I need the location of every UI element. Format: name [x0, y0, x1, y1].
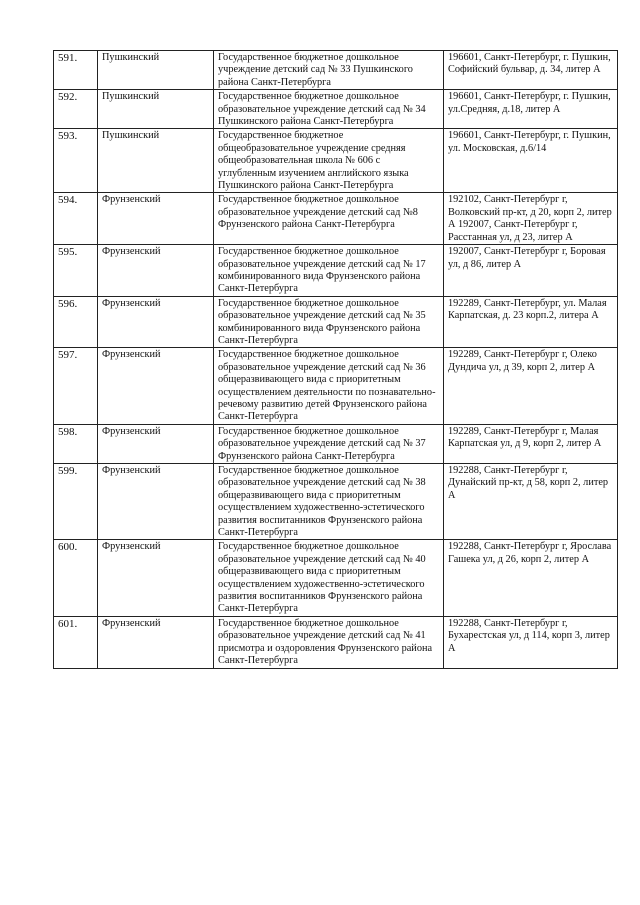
address-cell: 192007, Санкт-Петербург г, Боровая ул, д 86, литер А — [444, 245, 618, 297]
table-row — [54, 193, 618, 245]
address-cell: 192102, Санкт-Петербург г, Волковский пр-кт, д 20, корп 2, литер А 192007, Санкт-Петербург г, Расстанная ул, д 23, литер А — [444, 193, 618, 245]
table-row — [54, 129, 618, 193]
district-cell: Пушкинский — [98, 90, 214, 129]
address-cell: 196601, Санкт-Петербург, г. Пушкин, Софийский бульвар, д. 34, литер А — [444, 51, 618, 90]
district-cell: Пушкинский — [98, 129, 214, 193]
institution-name-cell: Государственное бюджетное дошкольное образовательное учреждение детский сад № 36 общеразвивающего вида с приоритетным осуществлением деятельности по познавательно-речевому развитию детей Фрунзенского района Санкт-Петербурга — [214, 348, 444, 424]
address-cell: 192288, Санкт-Петербург г, Ярослава Гашека ул, д 26, корп 2, литер А — [444, 540, 618, 616]
address-cell: 196601, Санкт-Петербург, г. Пушкин, ул. Московская, д.6/14 — [444, 129, 618, 193]
table-row — [54, 424, 618, 463]
institution-name-cell: Государственное бюджетное дошкольное образовательное учреждение детский сад № 41 присмотра и оздоровления Фрунзенского района Санкт-Петербурга — [214, 616, 444, 668]
institution-name-cell: Государственное бюджетное дошкольное образовательное учреждение детский сад № 35 комбинированного вида Фрунзенского района Санкт-Петербурга — [214, 296, 444, 348]
table-row — [54, 245, 618, 297]
institutions-table — [53, 50, 618, 669]
row-number: 599. — [54, 464, 98, 540]
address-cell: 192288, Санкт-Петербург г, Бухарестская ул, д 114, корп 3, литер А — [444, 616, 618, 668]
district-cell: Фрунзенский — [98, 424, 214, 463]
address-cell: 192288, Санкт-Петербург г, Дунайский пр-кт, д 58, корп 2, литер А — [444, 464, 618, 540]
district-cell: Фрунзенский — [98, 193, 214, 245]
table-row — [54, 348, 618, 424]
table-row — [54, 540, 618, 616]
row-number: 592. — [54, 90, 98, 129]
institution-name-cell: Государственное бюджетное дошкольное образовательное учреждение детский сад № 37 Фрунзенского района Санкт-Петербурга — [214, 424, 444, 463]
district-cell: Фрунзенский — [98, 540, 214, 616]
address-cell: 192289, Санкт-Петербург, ул. Малая Карпатская, д. 23 корп.2, литера А — [444, 296, 618, 348]
table-row — [54, 51, 618, 90]
district-cell: Фрунзенский — [98, 616, 214, 668]
table-body — [54, 51, 618, 669]
institution-name-cell: Государственное бюджетное дошкольное образовательное учреждение детский сад № 17 комбинированного вида Фрунзенского района Санкт-Петербурга — [214, 245, 444, 297]
row-number: 593. — [54, 129, 98, 193]
row-number: 601. — [54, 616, 98, 668]
institution-name-cell: Государственное бюджетное дошкольное образовательное учреждение детский сад № 40 общеразвивающего вида с приоритетным осуществлением художественно-эстетического развития воспитанников Фрунзенского района Санкт-Петербурга — [214, 540, 444, 616]
row-number: 596. — [54, 296, 98, 348]
row-number: 597. — [54, 348, 98, 424]
district-cell: Фрунзенский — [98, 464, 214, 540]
institution-name-cell: Государственное бюджетное дошкольное образовательное учреждение детский сад №8 Фрунзенского района Санкт-Петербурга — [214, 193, 444, 245]
institution-name-cell: Государственное бюджетное общеобразовательное учреждение средняя общеобразовательная школа № 606 с углубленным изучением английского языка Пушкинского района Санкт-Петербурга — [214, 129, 444, 193]
district-cell: Фрунзенский — [98, 296, 214, 348]
row-number: 591. — [54, 51, 98, 90]
district-cell: Фрунзенский — [98, 348, 214, 424]
table-row — [54, 296, 618, 348]
row-number: 600. — [54, 540, 98, 616]
row-number: 595. — [54, 245, 98, 297]
address-cell: 192289, Санкт-Петербург г, Олеко Дундича ул, д 39, корп 2, литер А — [444, 348, 618, 424]
table-row — [54, 90, 618, 129]
district-cell: Фрунзенский — [98, 245, 214, 297]
row-number: 594. — [54, 193, 98, 245]
address-cell: 196601, Санкт-Петербург, г. Пушкин, ул.Средняя, д.18, литер А — [444, 90, 618, 129]
institution-name-cell: Государственное бюджетное дошкольное учреждение детский сад № 33 Пушкинского района Санкт-Петербурга — [214, 51, 444, 90]
table-row — [54, 616, 618, 668]
row-number: 598. — [54, 424, 98, 463]
institution-name-cell: Государственное бюджетное дошкольное образовательное учреждение детский сад № 38 общеразвивающего вида с приоритетным осуществлением художественно-эстетического развития воспитанников Фрунзенского района Санкт-Петербурга — [214, 464, 444, 540]
table-row — [54, 464, 618, 540]
address-cell: 192289, Санкт-Петербург г, Малая Карпатская ул, д 9, корп 2, литер А — [444, 424, 618, 463]
district-cell: Пушкинский — [98, 51, 214, 90]
institution-name-cell: Государственное бюджетное дошкольное образовательное учреждение детский сад № 34 Пушкинского района Санкт-Петербурга — [214, 90, 444, 129]
